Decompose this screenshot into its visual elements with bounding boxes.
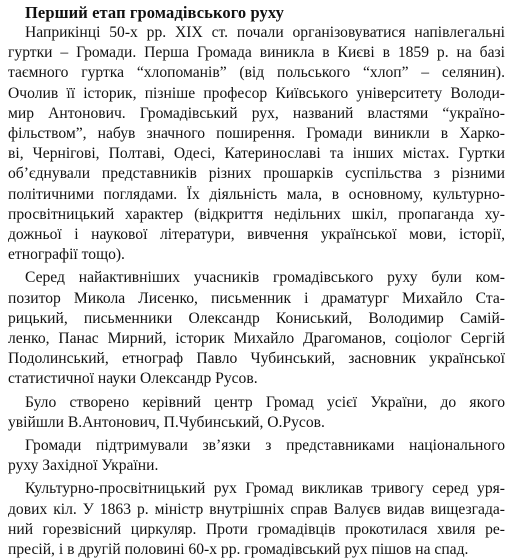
text-line: етнографії тощо). [8,246,125,264]
text-line: Серед найактивніших учасників громадівського руху були ком- [25,269,505,287]
text-line: ний горезвісний циркуляр. Проти громадівців прокотилася хвиля ре- [8,520,505,538]
text-line: дових кіл. У 1863 р. міністр внутрішніх справ Валуєв видав вищезгада- [8,500,505,518]
text-line: Було створено керівний центр Громад усієї України, до якого [25,393,505,411]
text-line: мир Антонович. Громадівський рух, названий властями “українo- [8,104,505,122]
text-line: ві, Чернігові, Полтаві, Одесі, Катеринославі та інших містах. Гуртки [8,145,505,163]
section-heading: Перший етап громадівського руху [25,3,284,22]
text-line: рицький, письменники Олександр Кониський, Володимир Самій- [8,309,505,327]
text-line: статистичної науки Олександр Русов. [8,370,258,388]
text-line: Подолинський, етнограф Павло Чубинський, засновник української [8,350,505,368]
text-line: фільством”, набув значного поширення. Громади виникли в Харко- [8,125,505,143]
body-text [8,23,505,560]
text-line: Громади підтримували зв’язки з представниками національного [25,437,505,455]
paragraph [8,393,505,433]
text-line: Наприкінці 50-х рр. XIX ст. почали організовуватися напівлегальні [25,24,505,41]
paragraph [8,479,505,560]
text-line: політичними поглядами. Їх діяльність мала, в основному, культурно- [8,185,505,203]
paragraph [8,23,505,265]
text-line: ленко, Панас Мирний, історик Михайло Драгоманов, соціолог Сергій [8,330,505,348]
text-line: Культурно-просвітницький рух Громад викликав тривогу серед уря- [25,480,505,498]
text-line: пресій, і в другій половині 60-х рр. громадівський рух пішов на спад. [8,541,469,559]
text-line: просвітницький характер (відкриття недільних шкіл, пропаганда ху- [8,205,505,223]
text-line: увійшли В.Антонович, П.Чубинський, О.Русов. [8,413,325,431]
paragraph [8,436,505,476]
text-line: гуртки – Громади. Перша Громада виникла в Києві в 1859 р. на базі [8,44,505,62]
text-line: руху Західної України. [8,457,159,475]
text-line: таємного гуртка “хлопоманів” (від польського “хлоп” – селянин). [8,64,505,82]
text-line: об’єднували представників різних прошарків суспільства з різними [8,165,505,183]
paragraph [8,268,505,389]
text-line: позитор Микола Лисенко, письменник і драматург Михайло Ста- [8,289,505,307]
text-line: дожньої і наукової літератури, вивчення української мови, історії, [8,226,505,244]
text-line: Очолив її історик, пізніше професор Київського університету Володи- [8,84,505,102]
